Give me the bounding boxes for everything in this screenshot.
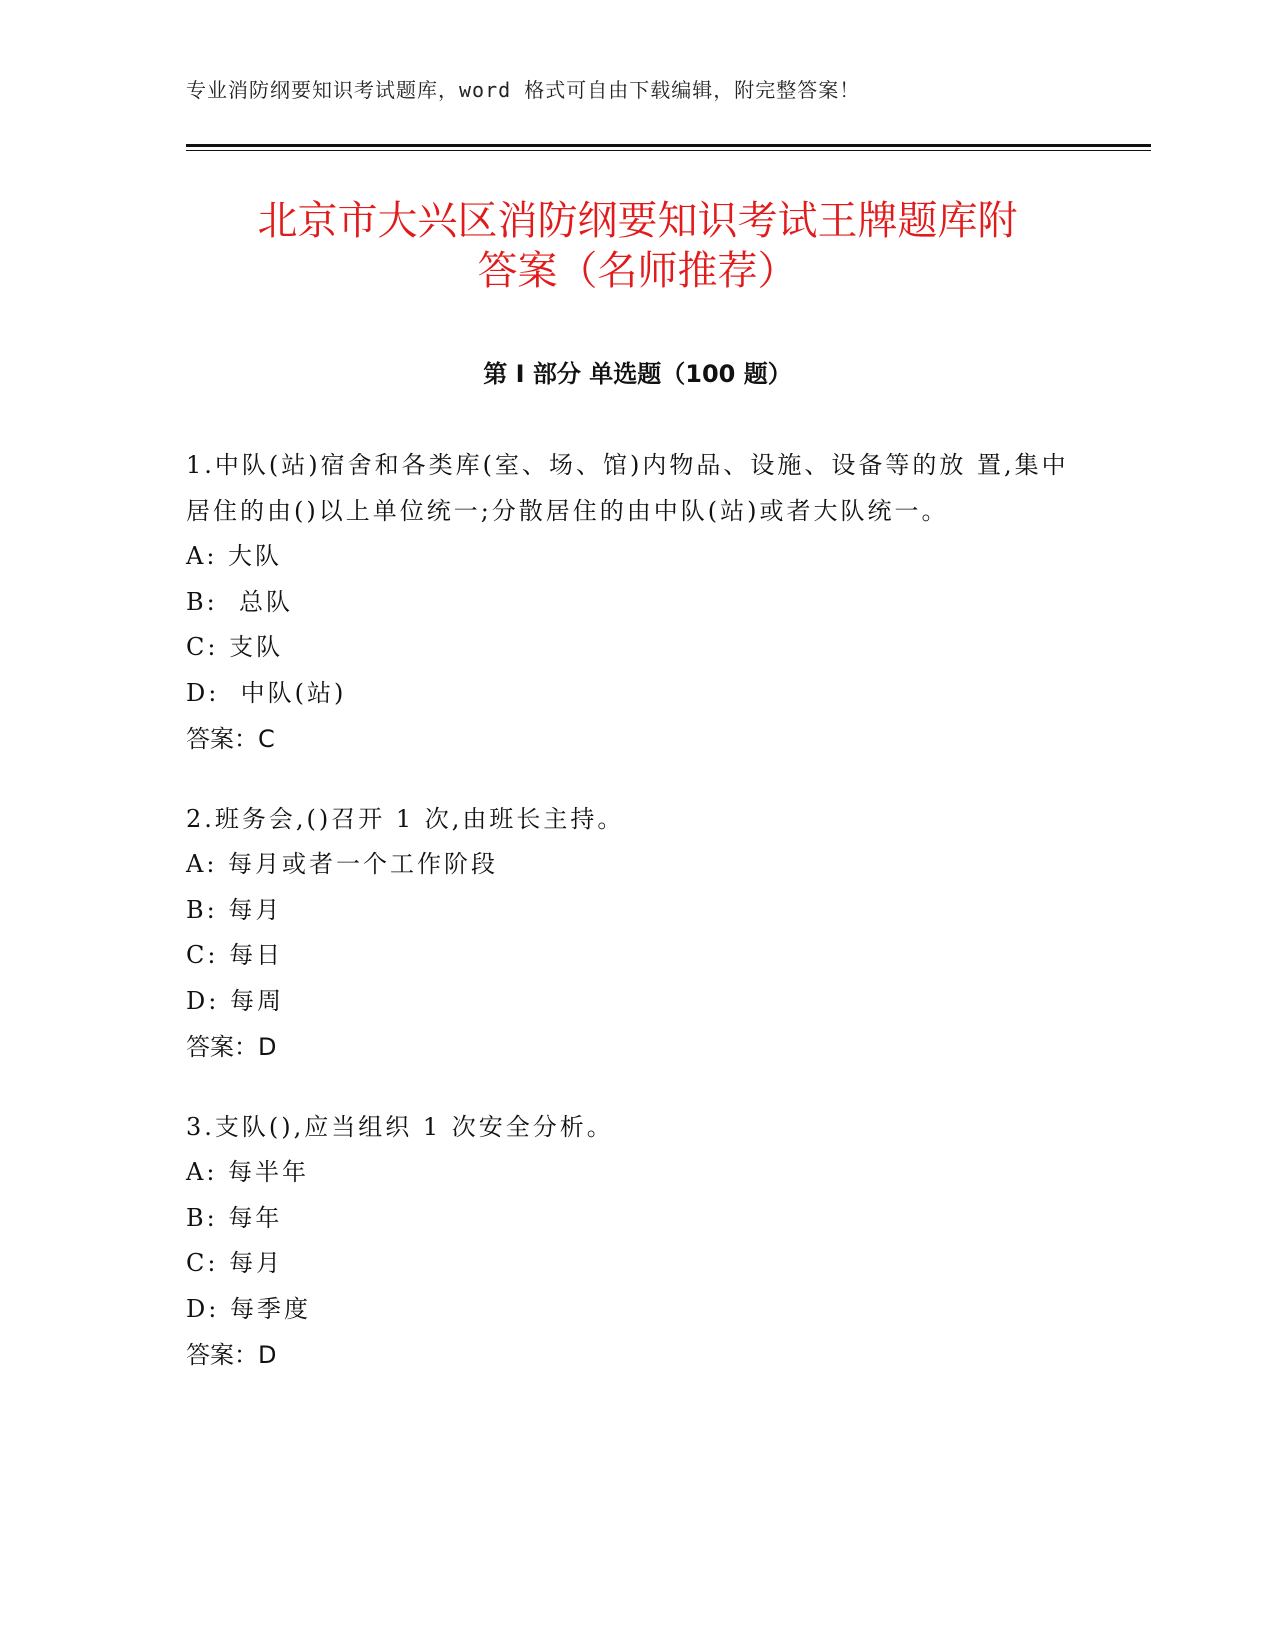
option-c: C: 支队 <box>186 633 284 661</box>
option-a: A: 大队 <box>186 542 283 570</box>
question-item <box>186 796 1086 1070</box>
option-d: D: 每周 <box>186 986 284 1015</box>
question-stem: 3.支队(),应当组织 1 次安全分析。 <box>186 1113 614 1141</box>
option-d: D: 每季度 <box>186 1294 311 1323</box>
answer-line: 答案：D <box>186 1341 277 1369</box>
question-stem: 2.班务会,()召开 1 次,由班长主持。 <box>186 805 625 833</box>
header-rule-thin <box>186 150 1151 151</box>
document-title-line1: 北京市大兴区消防纲要知识考试王牌题库附 <box>257 198 1018 244</box>
option-d: D: 中队(站) <box>186 678 347 707</box>
option-a: A: 每半年 <box>186 1158 310 1186</box>
document-title-line2: 答案（名师推荐） <box>477 248 798 294</box>
option-c: C: 每月 <box>186 1249 284 1277</box>
option-a: A: 每月或者一个工作阶段 <box>186 850 499 878</box>
question-item <box>186 442 1086 762</box>
question-stem: 1.中队(站)宿舍和各类库(室、场、馆)内物品、设施、设备等的放 置,集中居住的由()以上单位统一;分散居住的由中队(站)或者大队统一。 <box>186 451 1069 525</box>
question-list <box>186 442 1086 1412</box>
answer-line: 答案：C <box>186 725 275 753</box>
question-item <box>186 1104 1086 1378</box>
header-rule-thick <box>186 144 1151 147</box>
answer-line: 答案：D <box>186 1033 277 1061</box>
page-header: 专业消防纲要知识考试题库，word 格式可自由下载编辑，附完整答案！ <box>186 78 861 102</box>
option-c: C: 每日 <box>186 941 284 969</box>
option-b: B: 每月 <box>186 895 283 924</box>
option-b: B: 总队 <box>186 587 293 616</box>
document-title <box>150 196 1125 296</box>
option-b: B: 每年 <box>186 1203 283 1232</box>
section-heading: 第 I 部分 单选题（100 题） <box>483 360 792 388</box>
